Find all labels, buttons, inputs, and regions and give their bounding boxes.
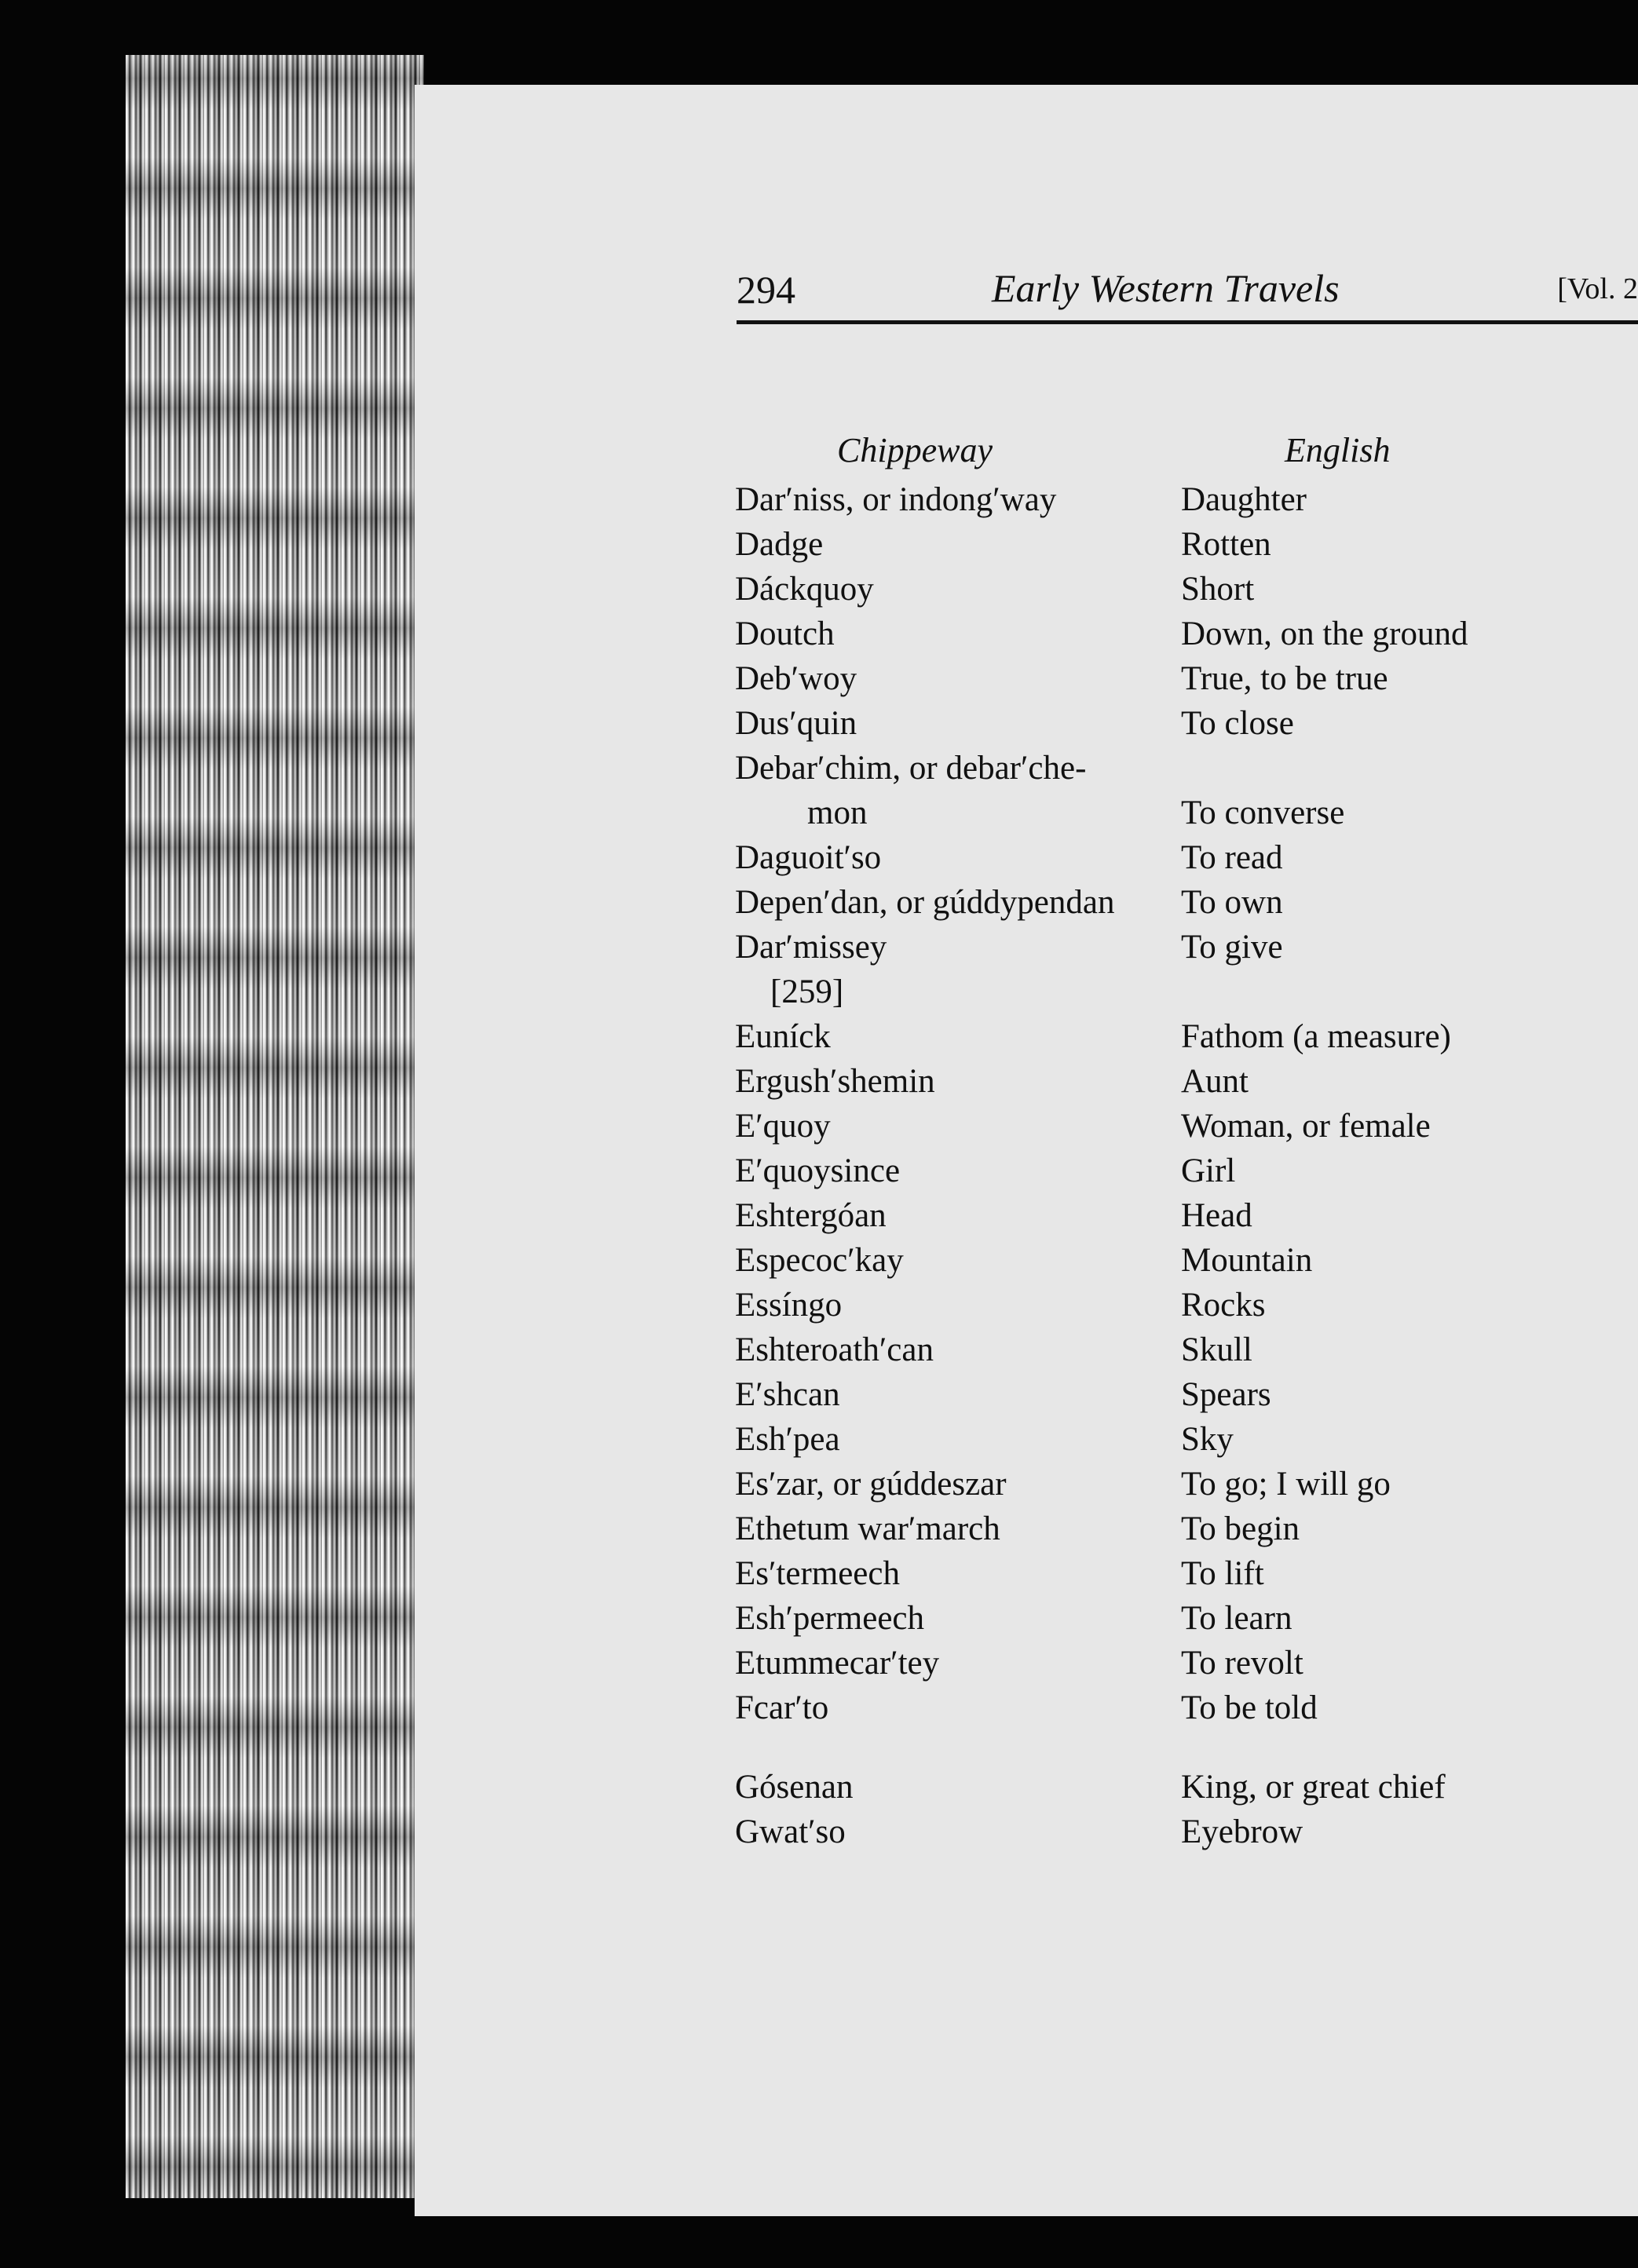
english-meaning: Spears [1181,1376,1271,1413]
vocabulary-entry [735,1507,1630,1551]
vocabulary-entry [735,1193,1630,1238]
chippeway-word: Dar′niss, or indong′way [735,481,1057,518]
english-meaning: Skull [1181,1331,1252,1368]
chippeway-word: Essíngo [735,1287,843,1324]
english-meaning: To be told [1181,1689,1318,1726]
vocabulary-entry [735,1238,1630,1283]
chippeway-word: Ergush′shemin [735,1063,935,1100]
chippeway-word: Gwat′so [735,1813,846,1850]
english-meaning: To close [1181,705,1294,742]
chippeway-word: Es′termeech [735,1555,900,1592]
chippeway-word: Es′zar, or gúddeszar [735,1466,1007,1503]
english-meaning: To read [1181,839,1283,876]
english-meaning: Head [1181,1197,1252,1234]
english-meaning: Down, on the ground [1181,615,1468,652]
english-meaning: Fathom (a measure) [1181,1018,1451,1055]
vocabulary-entry [735,1059,1630,1104]
vocabulary-entry-continuation [735,791,1630,835]
vocabulary-list [735,477,1630,1854]
vocabulary-entry [735,746,1630,791]
vocabulary-entry [735,612,1630,656]
running-title: Early Western Travels [992,266,1340,310]
vocabulary-entry [735,1641,1630,1685]
english-meaning: Short [1181,571,1255,608]
vocabulary-entry [735,701,1630,746]
page-number: 294 [737,268,795,312]
english-meaning: To converse [1181,794,1345,831]
chippeway-word: Dar′missey [735,929,887,966]
chippeway-word: E′quoysince [735,1152,901,1189]
english-meaning: Rocks [1181,1287,1266,1324]
chippeway-word: Dáckquoy [735,571,874,608]
vocabulary-entry [735,656,1630,701]
chippeway-word: Doutch [735,615,835,652]
english-meaning: Girl [1181,1152,1236,1189]
chippeway-word: Deb′woy [735,660,857,697]
vocabulary-entry [735,477,1630,522]
vocabulary-entry [735,1149,1630,1193]
chippeway-word: Etummecar′tey [735,1645,940,1682]
english-meaning: Rotten [1181,526,1271,563]
english-meaning: King, or great chief [1181,1769,1446,1806]
book-page-edges [126,55,424,2198]
vocabulary-entry [735,522,1630,567]
chippeway-word: Debar′chim, or debar′che- [735,750,1087,787]
vocabulary-entry [735,1014,1630,1059]
chippeway-word: Depen′dan, or gúddypendan [735,884,1115,921]
chippeway-word: Eshteroath′can [735,1331,934,1368]
chippeway-word: Esh′pea [735,1421,840,1458]
chippeway-word: Esh′permeech [735,1600,925,1637]
chippeway-word: Fcar′to [735,1689,829,1726]
english-meaning: Eyebrow [1181,1813,1303,1850]
chippeway-word: Ethetum war′march [735,1510,1000,1547]
chippeway-word: Dadge [735,526,824,563]
column-heading-chippeway: Chippeway [837,431,993,469]
english-meaning: To own [1181,884,1283,921]
english-meaning: To begin [1181,1510,1300,1547]
english-meaning: To go; I will go [1181,1466,1391,1503]
english-meaning: True, to be true [1181,660,1388,697]
vocabulary-entry [735,1417,1630,1462]
chippeway-word: Eshtergóan [735,1197,887,1234]
vocabulary-entry [735,1328,1630,1372]
english-meaning: Aunt [1181,1063,1249,1100]
chippeway-word: E′quoy [735,1108,831,1145]
section-gap [735,1730,1630,1765]
vocabulary-entry [735,1596,1630,1641]
vocabulary-entry [735,1372,1630,1417]
english-meaning: Daughter [1181,481,1307,518]
chippeway-word: Gósenan [735,1769,854,1806]
english-meaning: To give [1181,929,1283,966]
chippeway-word: Especoc′kay [735,1242,904,1279]
chippeway-word: Euníck [735,1018,831,1055]
vocabulary-entry [735,1104,1630,1149]
english-meaning: To lift [1181,1555,1264,1592]
vocabulary-entry [735,1283,1630,1328]
vocabulary-entry [735,835,1630,880]
vocabulary-entry [735,925,1630,970]
volume-label: [Vol. 2 [1557,272,1638,305]
chippeway-word: E′shcan [735,1376,840,1413]
vocabulary-entry [735,1765,1630,1810]
vocabulary-entry [735,1810,1630,1854]
book-page [415,85,1638,2216]
page-marker-text: [259] [770,973,844,1010]
vocabulary-entry [735,567,1630,612]
english-meaning: To learn [1181,1600,1292,1637]
english-meaning: Sky [1181,1421,1234,1458]
english-meaning: Mountain [1181,1242,1313,1279]
chippeway-word: Dus′quin [735,705,857,742]
chippeway-word: Daguoit′so [735,839,882,876]
vocabulary-entry [735,1551,1630,1596]
original-page-marker [735,970,1630,1014]
column-heading-english: English [1285,431,1391,469]
vocabulary-entry [735,1462,1630,1507]
chippeway-word: mon [807,794,868,831]
english-meaning: To revolt [1181,1645,1303,1682]
header-rule [737,320,1638,324]
english-meaning: Woman, or female [1181,1108,1431,1145]
vocabulary-entry [735,1685,1630,1730]
vocabulary-entry [735,880,1630,925]
